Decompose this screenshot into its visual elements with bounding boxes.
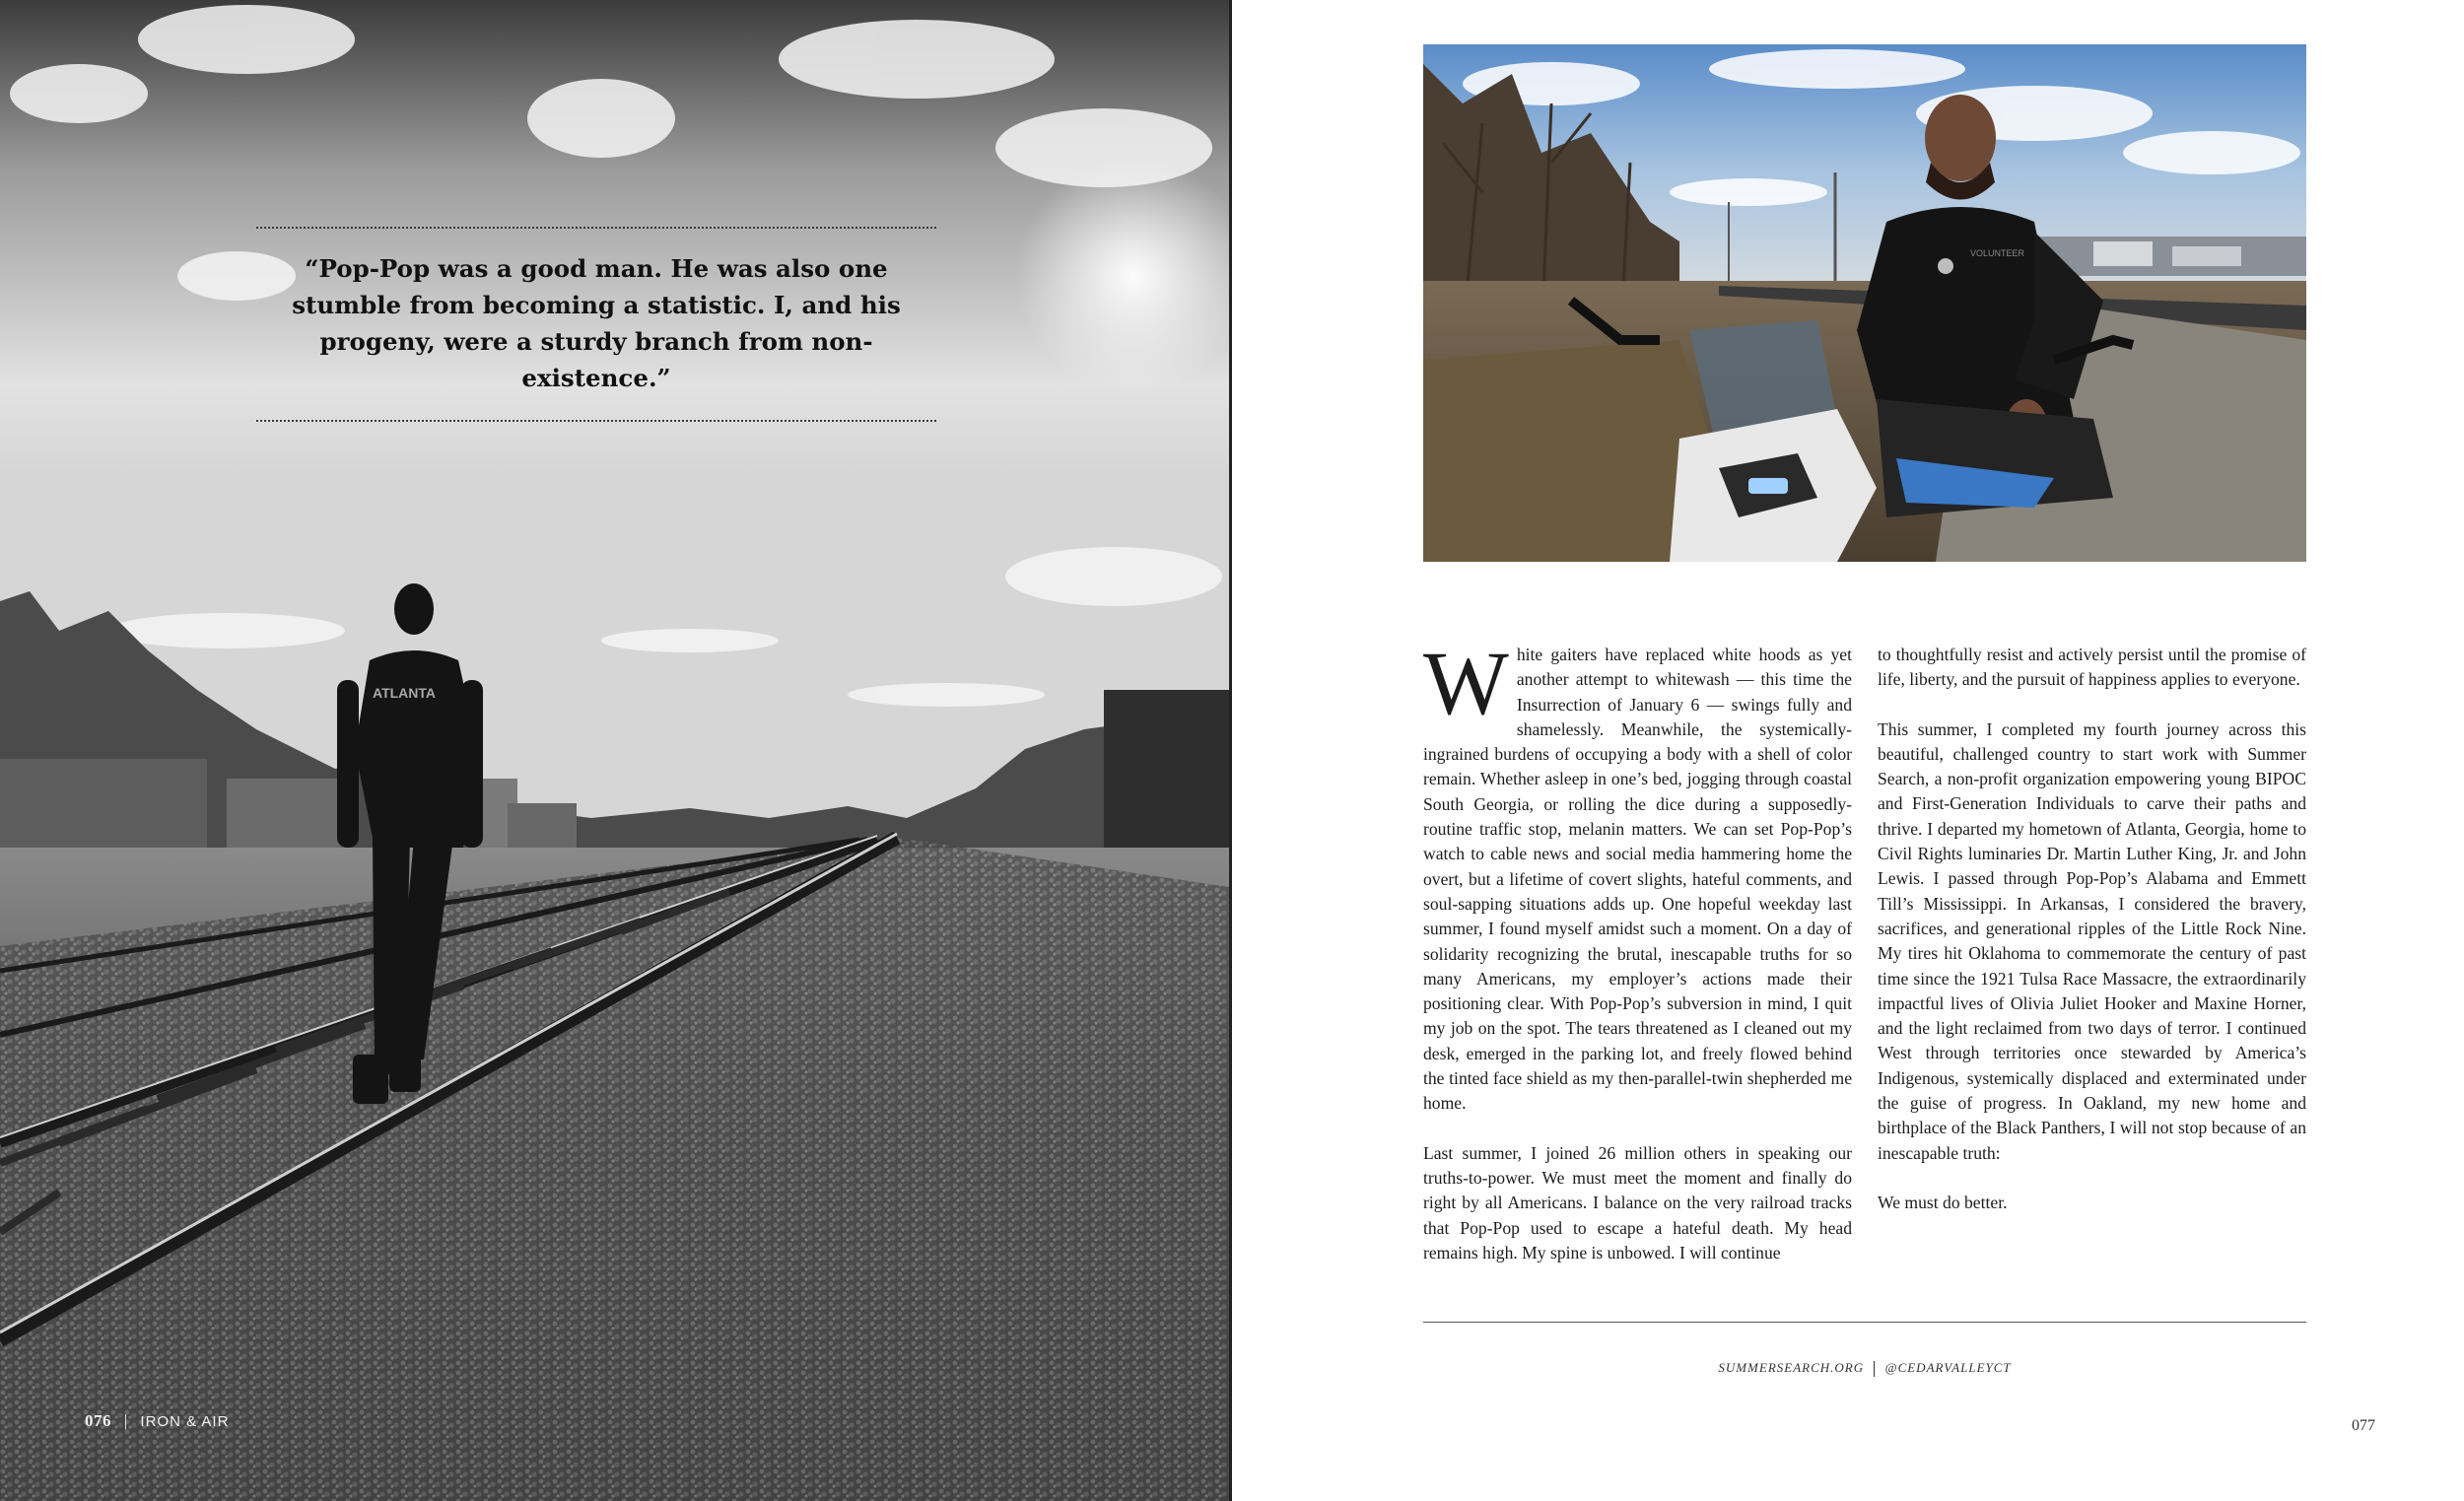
- left-page: [0, 0, 1229, 1501]
- photo-credits: [1423, 1360, 2306, 1377]
- article-paragraph-text: hite gaiters have replaced white hoods as yet another attempt to whitewash — this time the Insurrection of January 6 — swings fully and shamelessly. Meanwhile, the systemically-ingrained burdens of occupying a body with a shell of color remain. Whether asleep in one’s bed, jogging through coastal South Georgia, or rolling the dice during a supposedly-routine traffic stop, melanin matters. We can set Pop-Pop’s watch to cable news and social media hammering home the overt, but a lifetime of covert slights, hateful comments, and soul-sapping situations adds up. One hopeful weekday last summer, I found myself amidst such a moment. On a day of solidarity recognizing the brutal, inescapable truths for so many Americans, my employer’s actions made their positioning clear. With Pop-Pop’s subversion in mind, I quit my job on the spot. The tears threatened as I cleaned out my desk, emerged in the parking lot, and freely flowed behind the tinted face shield as my then-parallel-twin shepherded me home.: [1423, 645, 1852, 1114]
- footer-rule: [1423, 1322, 2306, 1323]
- right-page: [1232, 0, 2464, 1501]
- left-folio: [85, 1411, 229, 1431]
- motorcycle-photo: [1423, 44, 2306, 562]
- pull-quote: “Pop-Pop was a good man. He was also one stumble from becoming a statistic. I, and his progeny, were a sturdy branch from non-existence.”: [256, 227, 936, 422]
- page-number-right: 077: [2352, 1417, 2375, 1434]
- article-paragraph: This summer, I completed my fourth journey across this beautiful, challenged country to start work with Summer Search, a non-profit organization empowering young BIPOC and First-Generation Individuals to carve their paths and thrive. I departed my hometown of Atlanta, Georgia, home to Civil Rights luminaries Dr. Martin Luther King, Jr. and John Lewis. I passed through Pop-Pop’s Alabama and Emmett Till’s Mississippi. In Arkansas, I considered the bravery, sacrifices, and generational ripples of the Little Rock Nine. My tires hit Oklahoma to commemorate the century of past time since the 1921 Tulsa Race Massacre, the extraordinarily impactful lives of Olivia Juliet Hooker and Maxine Horner, and the light reclaimed from two days of terror. I continued West through territories once stewarded by America’s Indigenous, systemically displaced and exterminated under the guise of progress. In Oakland, my new home and birthplace of the Black Panthers, I will not stop because of an inescapable truth:: [1878, 718, 2306, 1163]
- credit-handle: @CEDARVALLEYCT: [1884, 1360, 2012, 1375]
- drop-cap: W: [1423, 633, 1509, 733]
- railroad-photo: [0, 0, 1229, 1501]
- article-paragraph: Last summer, I joined 26 million others in speaking our truths-to-power. We must meet the moment and finally do right by all Americans. I balance on the very railroad tracks that Pop-Pop used to escape a hateful death. My head remains high. My spine is unbowed. I will continue: [1423, 1142, 1852, 1262]
- article-paragraph: [1423, 633, 1852, 1117]
- page-number-left: 076: [85, 1411, 111, 1430]
- shirt-text: ATLANTA: [373, 685, 437, 701]
- article-column-1: [1423, 633, 1852, 1290]
- article-column-2: [1878, 643, 2306, 1240]
- credit-divider: [1874, 1361, 1875, 1377]
- folio-separator: |: [123, 1411, 128, 1430]
- article-paragraph: We must do better.: [1878, 1192, 2008, 1212]
- article-paragraph: to thoughtfully resist and actively persist until the promise of life, liberty, and the pursuit of happiness applies to everyone.: [1878, 645, 2306, 690]
- jacket-text: VOLUNTEER: [1970, 248, 2025, 258]
- credit-website: SUMMERSEARCH.ORG: [1718, 1360, 1865, 1375]
- magazine-name: IRON & AIR: [140, 1413, 230, 1430]
